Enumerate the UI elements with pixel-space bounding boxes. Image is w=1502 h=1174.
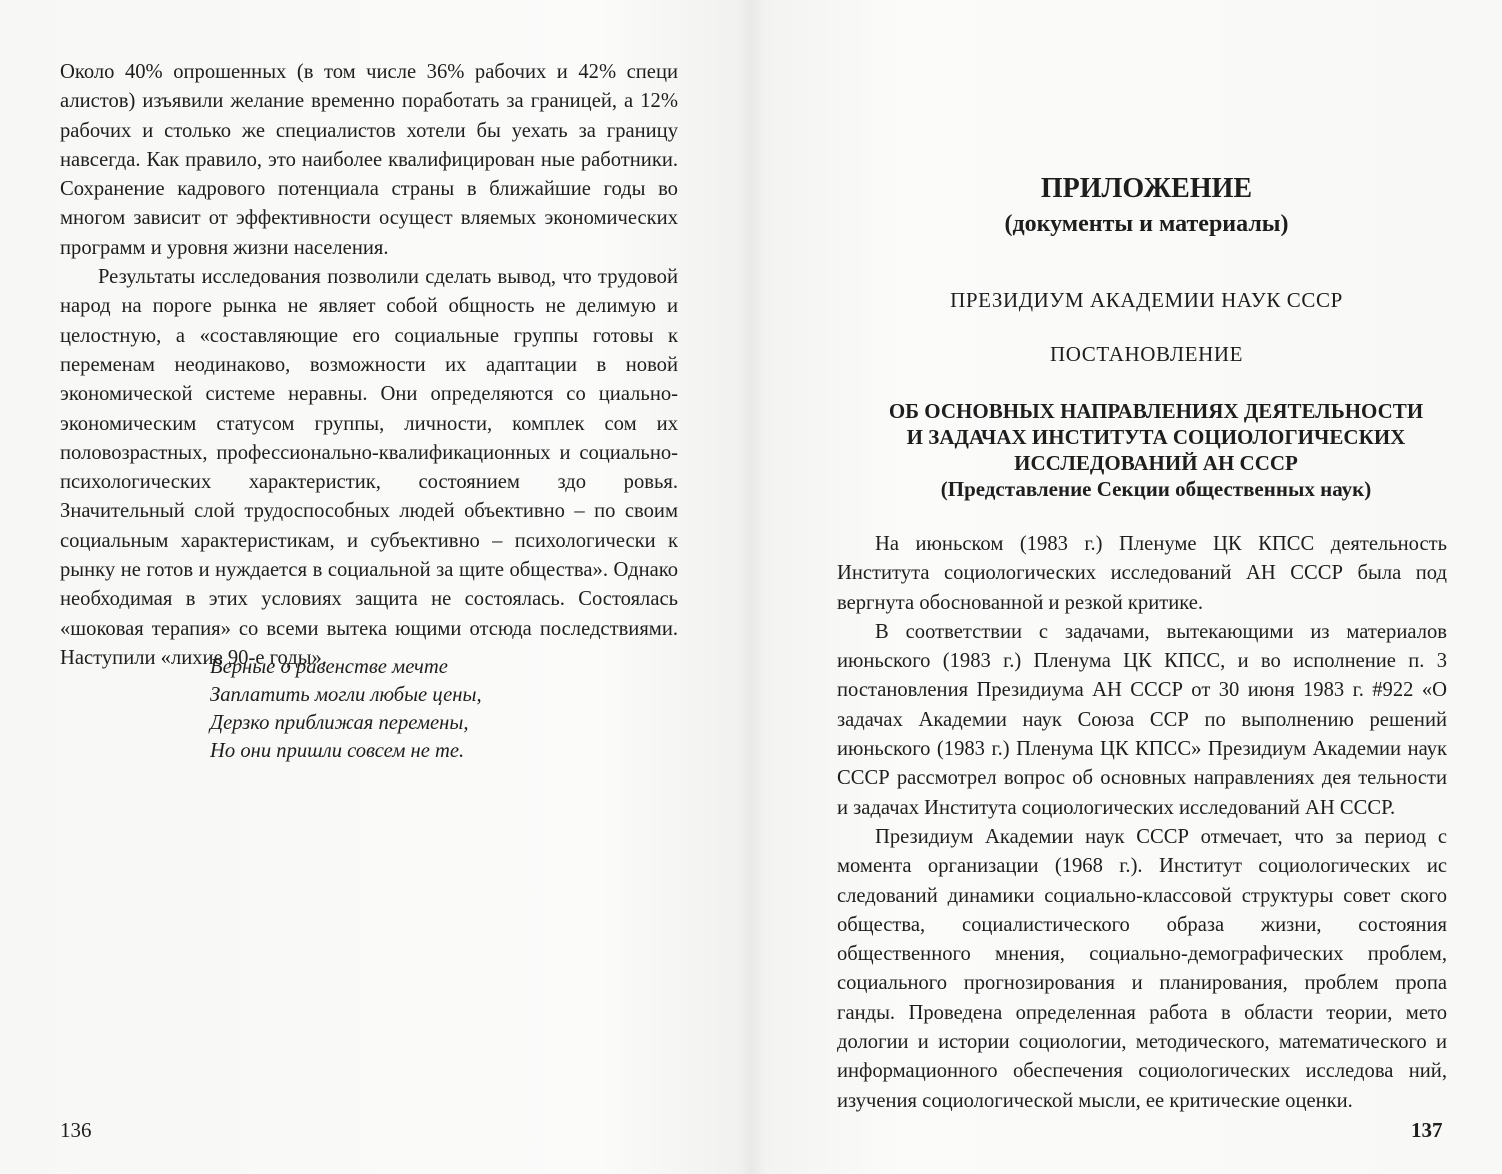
- text-line: Результаты исследования позволили сделать вывод, что: [98, 266, 599, 289]
- text-line: психологически к рынку не готов и нуждается в социальной за: [60, 529, 678, 582]
- text-line: «О задачах Академии наук Союза ССР по выполнению решений: [837, 679, 1447, 731]
- text-line: циально-экономическим статусом группы, личности, комплек: [60, 383, 678, 435]
- text-line: алистов) изъявили желание временно поработать за границей,: [60, 90, 625, 113]
- issuer-heading: ПРЕЗИДИУМ АКАДЕМИИ НАУК СССР: [950, 288, 1343, 312]
- poem-line: Но они пришли совсем не те.: [210, 740, 465, 762]
- text-line: щите общества». Однако необходимая в этих условиях защита: [60, 559, 678, 611]
- text-line: ближайшие годы во многом зависит от эффективности осущест: [60, 178, 678, 230]
- left-paragraph-2: [60, 263, 678, 673]
- text-line: общественного мнения, социально-демографических проблем,: [837, 943, 1447, 966]
- text-line: ского общества, социалистического образа жизни, состояния: [837, 884, 1447, 936]
- text-line: АН СССР.: [1305, 796, 1396, 819]
- text-line: Около 40% опрошенных (в том числе 36% рабочих и 42% специ: [60, 61, 678, 83]
- resolution-title: [851, 398, 1461, 502]
- text-line: а 12% рабочих и столько же специалистов хотели бы уехать за: [60, 90, 678, 142]
- left-paragraph-1: [60, 58, 678, 263]
- appendix-title: ПРИЛОЖЕНИЕ: [1040, 173, 1253, 204]
- right-paragraph-3: [837, 823, 1447, 1116]
- title-subline: (Представление Секции общественных наук): [940, 477, 1372, 501]
- text-line: На июньском (1983 г.) Пленуме ЦК КПСС деятельность: [875, 533, 1447, 555]
- text-line: и информационного обеспечения социологических исследова: [837, 1031, 1447, 1083]
- text-line: вергнута обоснованной и резкой критике.: [837, 591, 1204, 614]
- text-line: июньского (1983 г.) Пленума ЦК КПСС, и во исполнение п. 3: [837, 650, 1447, 673]
- text-line: тельности и задачах Института социологических исследований: [837, 767, 1447, 819]
- document-type-heading: ПОСТАНОВЛЕНИЕ: [1049, 342, 1244, 366]
- text-line: следований динамики социально-классовой структуры совет: [837, 884, 1391, 907]
- text-line: ющими отсюда последствиями. Наступили «лихие 90-е годы».: [60, 617, 678, 669]
- text-line: ганды. Проведена определенная работа в области теории, мето: [837, 1001, 1447, 1024]
- poem-line: Заплатить могли любые цены,: [210, 684, 482, 706]
- text-line: не состоялась. Состоялась «шоковая терапия» со всеми вытека: [60, 588, 678, 640]
- text-line: ний, изучения социологической мысли, ее критические оценки.: [837, 1060, 1447, 1112]
- text-line: дологии и истории социологии, методического, математического: [837, 1031, 1436, 1054]
- text-line: вляемых экономических программ и уровня жизни населения.: [60, 207, 678, 259]
- poem-line: Верные о равенстве мечте: [210, 656, 448, 678]
- page-number-right: 137: [1411, 1118, 1443, 1142]
- text-line: постановления Президиума АН СССР от 30 июня 1983 г. #922: [837, 679, 1422, 702]
- right-paragraph-1: [837, 530, 1447, 618]
- text-line: наук СССР рассмотрел вопрос об основных направлениях дея: [837, 738, 1447, 790]
- page-number-left: 136: [60, 1118, 92, 1142]
- text-line: готовы к переменам неодинаково, возможности их адаптации в: [60, 324, 679, 376]
- text-line: В соответствии с задачами, вытекающими из материалов: [875, 620, 1447, 643]
- title-line: ИССЛЕДОВАНИЙ АН СССР: [1014, 451, 1298, 475]
- text-line: ные работники. Сохранение кадрового потенциала страны в: [60, 148, 678, 201]
- appendix-subtitle: (документы и материалы): [1004, 211, 1289, 237]
- text-line: и социально-психологических характеристик, состоянием здо: [60, 441, 678, 494]
- text-line: июньского (1983 г.) Пленума ЦК КПСС» Президиум Академии: [837, 738, 1408, 761]
- text-line: социального прогнозирования и планирования, проблем пропа: [837, 972, 1447, 995]
- text-line: Института социологических исследований АН СССР была под: [837, 562, 1447, 585]
- right-page: [751, 0, 1502, 1174]
- right-paragraph-2: [837, 618, 1447, 823]
- right-page-body: [837, 530, 1447, 1116]
- title-line: ОБ ОСНОВНЫХ НАПРАВЛЕНИЯХ ДЕЯТЕЛЬНОСТИ: [888, 399, 1424, 423]
- text-line: делимую и целостную, а «составляющие его социальные группы: [60, 295, 678, 347]
- text-line: трудовой народ на пороге рынка не являет собой общность не: [60, 266, 678, 318]
- text-line: сом их половозрастных, профессионально-квалификационных: [60, 412, 678, 464]
- left-page-body: [60, 58, 678, 673]
- poem-stanza: [210, 653, 630, 765]
- title-line: И ЗАДАЧАХ ИНСТИТУТА СОЦИОЛОГИЧЕСКИХ: [906, 425, 1406, 449]
- text-line: момента организации (1968 г.). Институт социологических ис: [837, 855, 1447, 878]
- text-line: новой экономической системе неравны. Они определяются со: [60, 353, 678, 406]
- poem-line: Дерзко приближая перемены,: [210, 712, 469, 734]
- text-line: границу навсегда. Как правило, это наиболее квалифицирован: [60, 119, 678, 171]
- text-line: – по своим социальным характеристикам, и субъективно –: [60, 500, 678, 552]
- text-line: Президиум Академии наук СССР отмечает, что за период с: [875, 825, 1447, 848]
- text-line: ровья. Значительный слой трудоспособных людей объективно: [60, 471, 678, 523]
